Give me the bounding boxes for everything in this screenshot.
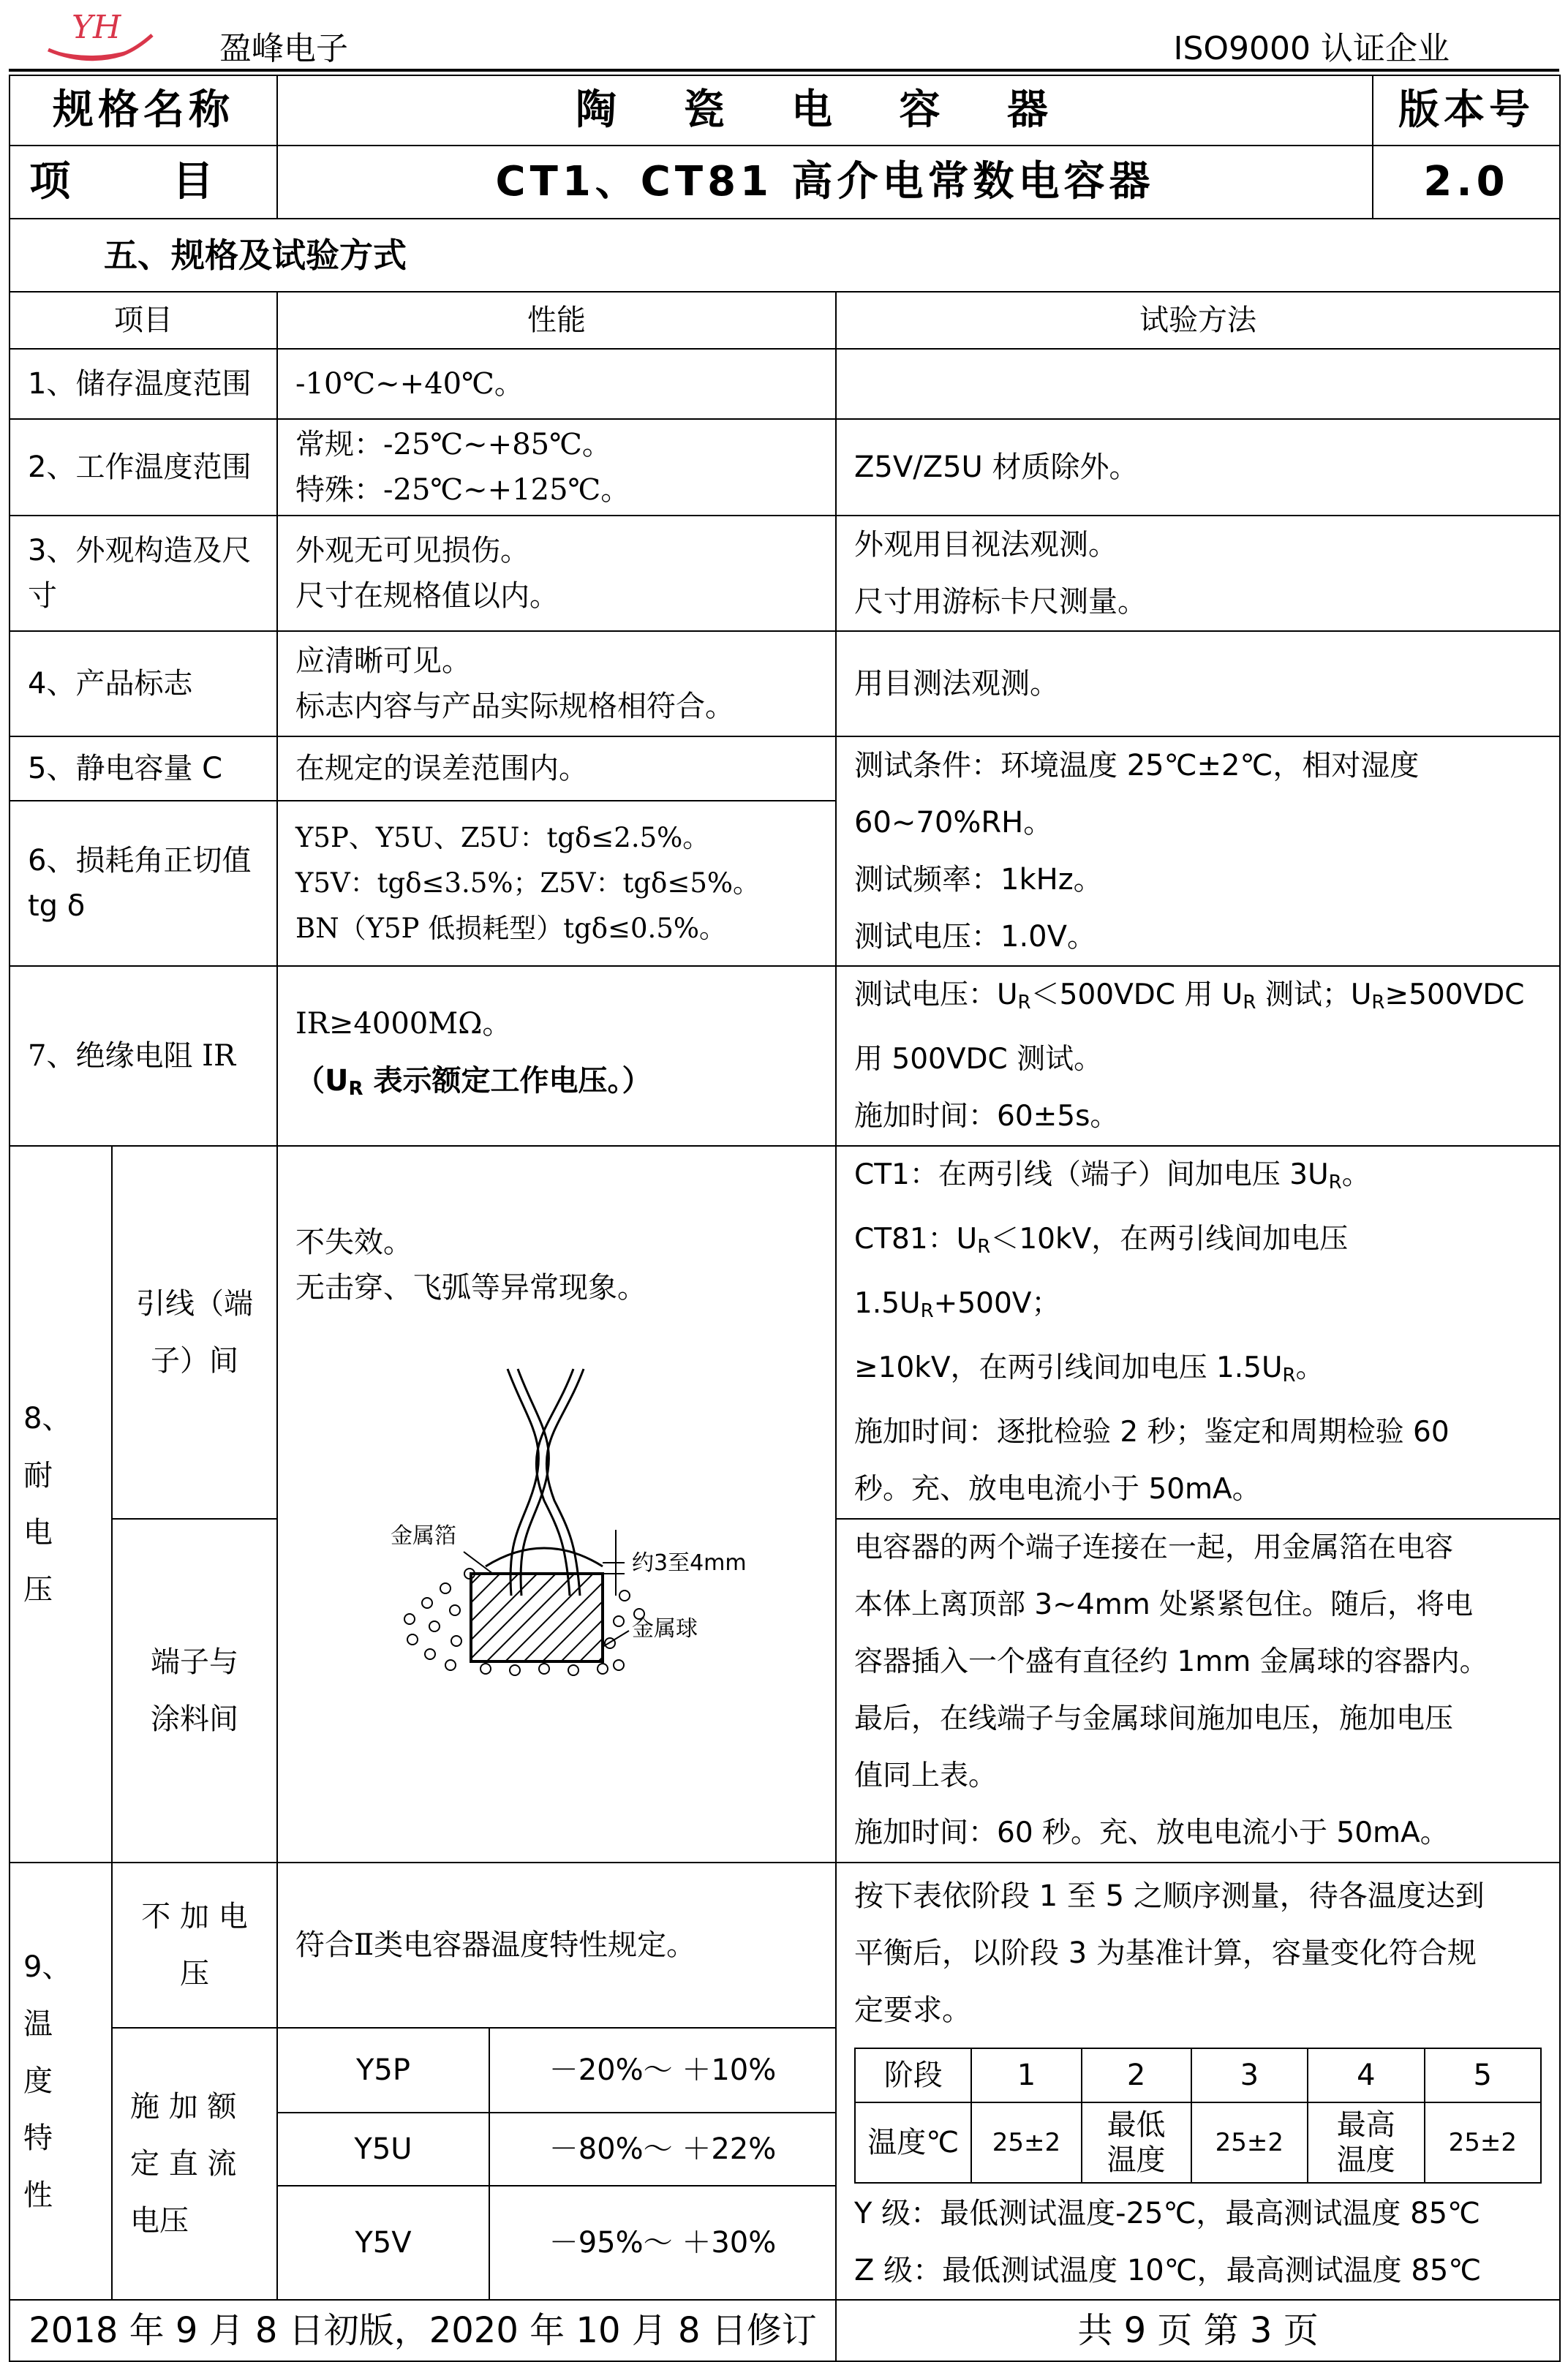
page-header [0, 0, 1568, 73]
stage-header-label: 阶段 [855, 2048, 971, 2102]
row9-test-line3: 定要求。 [854, 1993, 971, 2027]
row8-test2-b: ＜10kV，在两引线间加电压 1.5U [854, 1223, 1349, 1320]
row3-item-line1: 3、外观构造及尺 [28, 534, 252, 567]
row8-test2-sub1: R [977, 1236, 991, 1258]
row8-item-char3: 电 [23, 1516, 53, 1550]
row3-perf-line1: 外观无可见损伤。 [295, 534, 529, 567]
row8-sub2-test-line3: 容器插入一个盛有直径约 1mm 金属球的容器内。 [854, 1645, 1488, 1678]
row9-item [10, 1863, 112, 2300]
row1-item: 1、储存温度范围 [10, 349, 277, 419]
dim-label: 约3至4mm [632, 1550, 747, 1576]
row9-test-line1: 按下表依阶段 1 至 5 之顺序测量，待各温度达到 [854, 1879, 1485, 1913]
row8-performance [277, 1146, 836, 1863]
row8-test2-c: +500V； [933, 1287, 1060, 1320]
row7-perf-text-b: 表示额定工作电压。） [363, 1063, 652, 1098]
row8-sub1-test-line5: 秒。充、放电电流小于 50mA。 [854, 1473, 1261, 1506]
grade-y5v-range: －95%～ ＋30% [489, 2186, 836, 2300]
row6-item [10, 801, 277, 966]
row8-sub1-label [112, 1146, 277, 1519]
row8-test3-b: 。 [1295, 1351, 1324, 1384]
row6-performance [277, 801, 836, 966]
company-logo [42, 6, 167, 64]
row8-sub1-test-line3 [854, 1340, 1542, 1404]
row8-sub1-test [836, 1146, 1560, 1519]
row4-perf-line2: 标志内容与产品实际规格相符合。 [295, 690, 734, 723]
row56-test-line3: 测试频率：1kHz。 [854, 863, 1103, 897]
item-label: 项 目 [10, 146, 277, 219]
row8-sub2-test-line4: 最后，在线端子与金属球间施加电压，施加电压 [854, 1702, 1454, 1735]
stage-temp-label: 温度℃ [855, 2102, 971, 2183]
row8-sub1-test-line4: 施加时间：逐批检验 2 秒；鉴定和周期检验 60 [854, 1416, 1450, 1449]
row4-performance [277, 631, 836, 736]
row7-performance [277, 966, 836, 1146]
row3-test-line1: 外观用目视法观测。 [854, 528, 1117, 562]
row4-perf-line1: 应清晰可见。 [295, 644, 471, 678]
grade-y5v-name: Y5V [277, 2186, 489, 2300]
footer-page-number: 共 9 页 第 3 页 [836, 2300, 1560, 2361]
row9-note2: Z 级：最低测试温度 10℃，最高测试温度 85℃ [854, 2254, 1482, 2287]
row2-performance [277, 419, 836, 516]
row7-test-a: 测试电压：U [854, 978, 1018, 1011]
section-title: 五、规格及试验方式 [10, 219, 1560, 292]
grade-y5u-range: －80%～ ＋22% [489, 2113, 836, 2186]
row5-item: 5、静电容量 C [10, 736, 277, 801]
row7-test-sub3: R [1371, 992, 1385, 1014]
ball-label: 金属球 [632, 1616, 698, 1642]
footer-revision: 2018 年 9 月 8 日初版，2020 年 10 月 8 日修订 [10, 2300, 836, 2361]
row7-perf-line2 [295, 1052, 818, 1117]
foil-label: 金属箔 [391, 1523, 456, 1549]
row8-sub2-label-line1: 端子与 [151, 1645, 238, 1679]
row9-item-char2: 温 [23, 2007, 53, 2041]
row2-item: 2、工作温度范围 [10, 419, 277, 516]
row5-performance: 在规定的误差范围内。 [277, 736, 836, 801]
row9-sub2-label [112, 2028, 277, 2300]
row2-perf-line1: 常规：-25℃~+85℃。 [295, 428, 611, 461]
row5-6-test [836, 736, 1560, 966]
grade-y5p-name: Y5P [277, 2028, 489, 2113]
version-value: 2.0 [1373, 146, 1560, 219]
row8-item-char4: 压 [23, 1573, 53, 1607]
row8-test1-a: CT1：在两引线（端子）间加电压 3U [854, 1158, 1329, 1191]
row3-test-line2: 尺寸用游标卡尺测量。 [854, 585, 1147, 619]
col-header-performance: 性能 [277, 292, 836, 349]
company-name: 盈峰电子 [219, 30, 348, 67]
row7-test-line2: 用 500VDC 测试。 [854, 1043, 1103, 1076]
row9-item-char3: 度 [23, 2064, 53, 2098]
grade-y5u-name: Y5U [277, 2113, 489, 2186]
item-value: CT1、CT81 高介电常数电容器 [277, 146, 1373, 219]
row9-item-char5: 性 [23, 2178, 53, 2212]
row8-test2-a: CT81：U [854, 1223, 978, 1256]
lead-wire-left [508, 1369, 538, 1596]
row9-sub2-label-line1: 施 加 额 [130, 2090, 237, 2124]
row9-note1: Y 级：最低测试温度-25℃，最高测试温度 85℃ [854, 2197, 1480, 2230]
row8-sub2-label [112, 1519, 277, 1863]
row8-test2-sub2: R [920, 1300, 934, 1322]
row8-sub2-test-line5: 值同上表。 [854, 1759, 998, 1792]
stage-temp-5: 25±2 [1425, 2102, 1542, 2183]
row8-item-char2: 耐 [23, 1459, 53, 1493]
stage-table [854, 2048, 1542, 2184]
row8-sub1-test-line2 [854, 1211, 1542, 1340]
col-header-item: 项目 [10, 292, 277, 349]
row9-item-char1: 9、 [23, 1950, 72, 1984]
row3-item [10, 516, 277, 631]
certification-label: ISO9000 认证企业 [1173, 30, 1450, 67]
col-header-test-method: 试验方法 [836, 292, 1560, 349]
row7-perf-text-a: （U [295, 1063, 349, 1098]
row2-perf-line2: 特殊：-25℃~+125℃。 [295, 473, 630, 507]
row8-test1-sub: R [1328, 1171, 1342, 1193]
grade-y5p-range: －20%～ ＋10% [489, 2028, 836, 2113]
row7-perf-line1: IR≥4000MΩ。 [295, 1006, 512, 1041]
row7-test-line3: 施加时间：60±5s。 [854, 1100, 1119, 1133]
withstand-test-figure [383, 1354, 764, 1676]
stage-temp-4: 最高温度 [1308, 2102, 1424, 2183]
header-divider [9, 69, 1559, 72]
row6-perf-line2: Y5V：tgδ≤3.5%；Z5V：tgδ≤5%。 [295, 867, 761, 899]
row1-performance: -10℃~+40℃。 [277, 349, 836, 419]
row4-item: 4、产品标志 [10, 631, 277, 736]
row3-item-line2: 寸 [28, 579, 57, 613]
row8-perf-line2: 无击穿、飞弧等异常现象。 [295, 1271, 647, 1305]
row7-test-line1 [854, 967, 1542, 1031]
row8-sub1-label-line1: 引线（端 [136, 1287, 253, 1321]
stage-header-4: 4 [1308, 2048, 1424, 2102]
row8-sub2-test-line6: 施加时间：60 秒。充、放电电流小于 50mA。 [854, 1816, 1449, 1849]
stage-header-5: 5 [1425, 2048, 1542, 2102]
row8-test3-sub: R [1282, 1365, 1296, 1386]
row56-test-line4: 测试电压：1.0V。 [854, 920, 1096, 954]
row8-test1-b: 。 [1341, 1158, 1371, 1191]
row9-sub1-label [112, 1863, 277, 2028]
stage-temp-1: 25±2 [971, 2102, 1081, 2183]
row3-perf-line2: 尺寸在规格值以内。 [295, 579, 559, 613]
row7-test [836, 966, 1560, 1146]
row8-test3-a: ≥10kV，在两引线间加电压 1.5U [854, 1351, 1283, 1384]
stage-header-3: 3 [1191, 2048, 1308, 2102]
stage-header-2: 2 [1082, 2048, 1191, 2102]
row7-test-sub2: R [1243, 992, 1256, 1014]
row6-item-line1: 6、损耗角正切值 [28, 844, 252, 878]
row9-sub1-performance: 符合Ⅱ类电容器温度特性规定。 [277, 1863, 836, 2028]
row8-sub2-label-line2: 涂料间 [151, 1702, 238, 1736]
spec-name-label: 规格名称 [10, 75, 277, 146]
row9-sub2-label-line2: 定 直 流 [130, 2147, 237, 2181]
row8-sub1-label-line2: 子）间 [151, 1344, 238, 1378]
row9-sub1-label-line1: 不 加 电 [141, 1900, 248, 1933]
capacitor-body-top [486, 1548, 603, 1566]
row8-sub2-test-line1: 电容器的两个端子连接在一起，用金属箔在电容 [854, 1531, 1454, 1564]
row6-perf-line1: Y5P、Y5U、Z5U：tgδ≤2.5%。 [295, 822, 710, 853]
row7-test-b: ＜500VDC 用 U [1030, 978, 1243, 1011]
svg-text:YH: YH [72, 9, 121, 46]
row6-perf-line3: BN（Y5P 低损耗型）tgδ≤0.5%。 [295, 913, 727, 944]
spec-table [9, 75, 1561, 2362]
row7-test-sub1: R [1017, 992, 1031, 1014]
row8-sub1-test-line1 [854, 1147, 1542, 1211]
row9-test [836, 1863, 1560, 2300]
row9-test-line2: 平衡后，以阶段 3 为基准计算，容量变化符合规 [854, 1936, 1477, 1970]
row8-sub2-test-line2: 本体上离顶部 3~4mm 处紧紧包住。随后，将电 [854, 1588, 1474, 1621]
row9-sub1-label-line2: 压 [180, 1957, 209, 1991]
row8-sub2-test [836, 1519, 1560, 1863]
row7-test-d: ≥500VDC [1384, 978, 1525, 1011]
metal-foil-wrap [471, 1574, 603, 1661]
stage-temp-3: 25±2 [1191, 2102, 1308, 2183]
row7-perf-sub: R [348, 1077, 363, 1100]
row4-test: 用目测法观测。 [836, 631, 1560, 736]
version-label: 版本号 [1373, 75, 1560, 146]
row8-item [10, 1146, 112, 1863]
row9-item-char4: 特 [23, 2121, 53, 2155]
stage-header-1: 1 [971, 2048, 1081, 2102]
row7-test-c: 测试；U [1256, 978, 1372, 1011]
row56-test-line1: 测试条件：环境温度 25℃±2℃，相对湿度 [854, 749, 1420, 782]
row6-item-line2: tg δ [28, 889, 86, 923]
row3-performance [277, 516, 836, 631]
foil-leader [464, 1552, 493, 1574]
stage-temp-2: 最低温度 [1082, 2102, 1191, 2183]
row7-item: 7、绝缘电阻 IR [10, 966, 277, 1146]
row56-test-line2: 60~70%RH。 [854, 806, 1053, 839]
row8-perf-line1: 不失效。 [295, 1226, 412, 1259]
row8-item-char1: 8、 [23, 1402, 72, 1435]
row3-test [836, 516, 1560, 631]
row9-sub2-label-line3: 电压 [130, 2204, 189, 2238]
spec-name-value: 陶 瓷 电 容 器 [277, 75, 1373, 146]
row2-test: Z5V/Z5U 材质除外。 [836, 419, 1560, 516]
row1-test [836, 349, 1560, 419]
